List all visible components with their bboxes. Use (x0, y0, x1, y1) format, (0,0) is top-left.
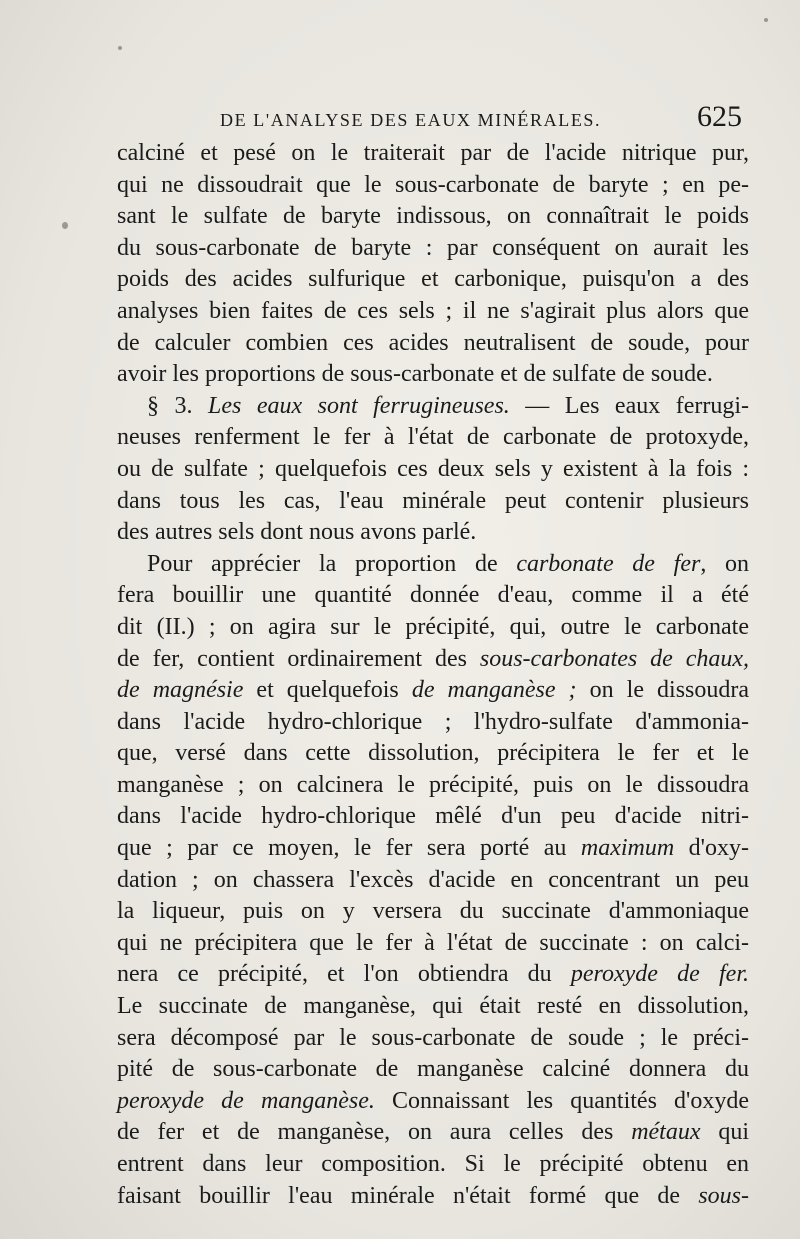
text-segment: la liqueur, puis on y versera du succinate d'ammoniaque (117, 898, 749, 925)
text-line (117, 738, 749, 770)
text-line (117, 170, 749, 202)
text-segment: avoir les proportions de sous-carbonate et de sulfate de soude. (117, 361, 713, 388)
text-segment: d'oxy- (674, 835, 749, 862)
text-line (117, 1181, 749, 1213)
text-segment: dans l'acide hydro-chlorique ; l'hydro-sulfate d'ammonia- (117, 708, 749, 735)
body-text (117, 138, 749, 1212)
text-segment: qui ne dissoudrait que le sous-carbonate de baryte ; en pe- (117, 171, 749, 198)
text-segment: dit (II.) ; on agira sur le précipité, qui, outre le carbonate (117, 613, 749, 640)
text-segment: pité de sous-carbonate de manganèse calciné donnera du (117, 1056, 749, 1083)
text-segment: dans tous les cas, l'eau minérale peut contenir plusieurs (117, 487, 749, 514)
text-line (117, 454, 749, 486)
text-line (117, 801, 749, 833)
text-segment: des autres sels dont nous avons parlé. (117, 519, 477, 546)
italic-text: métaux (631, 1119, 701, 1146)
text-line (117, 1149, 749, 1181)
text-line (117, 959, 749, 991)
text-segment: de calculer combien ces acides neutralisent de soude, pour (117, 329, 749, 356)
text-line (117, 865, 749, 897)
italic-text: de magnésie (117, 677, 244, 704)
text-line (117, 486, 749, 518)
text-segment: Le succinate de manganèse, qui était resté en dissolution, (117, 993, 749, 1020)
text-line (117, 138, 749, 170)
text-line (117, 612, 749, 644)
text-line (117, 1086, 749, 1118)
text-line (117, 1117, 749, 1149)
text-line (117, 296, 749, 328)
text-segment: manganèse ; on calcinera le précipité, puis on le dissoudra (117, 771, 749, 798)
text-line (117, 675, 749, 707)
text-segment: poids des acides sulfurique et carbonique, puisqu'on a des (117, 266, 749, 293)
text-segment: fera bouillir une quantité donnée d'eau, comme il a été (117, 582, 749, 609)
text-line (117, 896, 749, 928)
text-line (117, 770, 749, 802)
text-segment: du sous-carbonate de baryte : par conséquent on aurait les (117, 234, 749, 261)
text-segment: qui ne précipitera que le fer à l'état de succinate : on calci- (117, 929, 749, 956)
text-line (117, 422, 749, 454)
text-segment: qui (700, 1119, 749, 1146)
text-segment: analyses bien faites de ces sels ; il ne s'agirait plus alors que (117, 297, 749, 324)
text-line (117, 233, 749, 265)
text-segment: sant le sulfate de baryte indissous, on connaîtrait le poids (117, 203, 749, 230)
text-line (117, 580, 749, 612)
italic-text: carbonate de fer (516, 550, 701, 577)
text-line (117, 359, 749, 391)
text-segment: que ; par ce moyen, le fer sera porté au (117, 835, 581, 862)
text-segment: de fer et de manganèse, on aura celles des (117, 1119, 632, 1146)
text-line (117, 264, 749, 296)
page-header (110, 100, 742, 140)
text-line (117, 328, 749, 360)
page-number: 625 (697, 100, 742, 133)
text-segment: faisant bouillir l'eau minérale n'était formé que de (117, 1182, 699, 1209)
text-segment: nera ce précipité, et l'on obtiendra du (117, 961, 571, 988)
text-line (117, 391, 749, 423)
text-segment: sera décomposé par le sous-carbonate de soude ; le préci- (117, 1024, 749, 1051)
italic-text: sous- (698, 1182, 749, 1209)
text-line (117, 991, 749, 1023)
text-segment: , on (700, 550, 749, 577)
italic-text: Les eaux sont ferrugineuses. (208, 392, 510, 419)
italic-text: maximum (580, 835, 675, 862)
text-segment: que, versé dans cette dissolution, précipitera le fer et le (117, 740, 749, 767)
text-segment: de fer, contient ordinairement des (117, 645, 480, 672)
italic-text: de manganèse ; (411, 677, 577, 704)
text-line (117, 833, 749, 865)
text-line (117, 517, 749, 549)
text-segment: calciné et pesé on le traiterait par de l'acide nitrique pur, (117, 140, 749, 166)
text-segment: et quelquefois (243, 677, 412, 704)
ink-speck (118, 46, 122, 50)
italic-text: sous-carbonates de chaux, (479, 645, 750, 672)
text-line (117, 928, 749, 960)
text-line (117, 549, 749, 581)
italic-text: peroxyde de manganèse. (117, 1087, 375, 1114)
italic-text: peroxyde de fer. (570, 961, 749, 988)
text-segment: dation ; on chassera l'excès d'acide en concentrant un peu (117, 866, 749, 893)
text-line (117, 1023, 749, 1055)
ink-speck (62, 222, 68, 229)
ink-speck (764, 18, 768, 22)
text-segment: § 3. (147, 392, 208, 419)
text-segment: — Les eaux ferrugi- (509, 392, 750, 419)
text-line (117, 644, 749, 676)
text-segment: Pour apprécier la proportion de (147, 550, 517, 577)
text-line (117, 201, 749, 233)
text-segment: neuses renferment le fer à l'état de carbonate de protoxyde, (117, 424, 749, 451)
running-title: DE L'ANALYSE DES EAUX MINÉRALES. (220, 110, 602, 130)
text-segment: entrent dans leur composition. Si le précipité obtenu en (117, 1151, 749, 1177)
text-line (117, 707, 749, 739)
text-line (117, 1054, 749, 1086)
text-segment: dans l'acide hydro-chlorique mêlé d'un peu d'acide nitri- (117, 803, 749, 830)
text-segment: on le dissoudra (576, 677, 750, 704)
text-segment: Connaissant les quantités d'oxyde (374, 1087, 749, 1114)
text-segment: ou de sulfate ; quelquefois ces deux sels y existent à la fois : (117, 455, 749, 482)
